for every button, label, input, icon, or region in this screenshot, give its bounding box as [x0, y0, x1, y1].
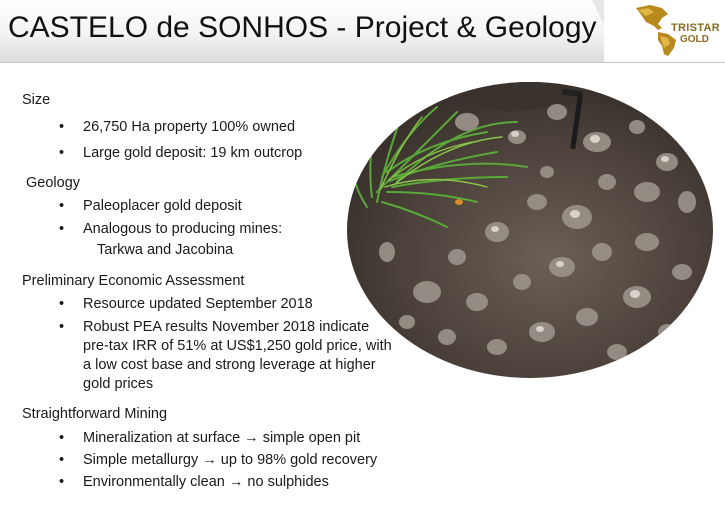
logo-text-gold: GOLD	[680, 34, 709, 45]
list-item: • Resource updated September 2018	[59, 296, 313, 312]
list-item: • Paleoplacer gold deposit	[59, 198, 242, 214]
slide-header	[0, 0, 725, 63]
section-heading-mining: Straightforward Mining	[22, 406, 168, 422]
bullet-icon: •	[59, 221, 65, 237]
list-item: • Large gold deposit: 19 km outcrop	[59, 145, 303, 161]
bullet-icon: •	[59, 430, 65, 446]
list-item: • Analogous to producing mines:	[59, 221, 283, 237]
bullet-icon: •	[59, 474, 65, 490]
section-heading-pea: Preliminary Economic Assessment	[22, 273, 245, 289]
section-heading-geology: Geology	[26, 175, 81, 191]
bullet-icon: •	[59, 198, 65, 214]
list-item: • Robust PEA results November 2018 indicate pre-tax IRR of 51% at US$1,250 gold price, with a low cost base and strong leverage at higher gold prices	[59, 319, 392, 392]
bullet-icon: •	[59, 119, 65, 135]
bullet-icon: •	[59, 452, 65, 468]
bullet-icon: •	[59, 319, 65, 335]
list-item: • 26,750 Ha property 100% owned	[59, 119, 296, 135]
list-item: • Environmentally clean → no sulphides	[59, 474, 329, 490]
list-item: • Mineralization at surface → simple open pit	[59, 430, 361, 446]
sub-item: Tarkwa and Jacobina	[97, 242, 234, 258]
outcrop-photo	[347, 82, 713, 378]
bullet-icon: •	[59, 145, 65, 161]
slide-title: CASTELO de SONHOS - Project & Geology	[8, 11, 597, 44]
logo-text-tristar: TRISTAR	[671, 22, 720, 34]
bullet-icon: •	[59, 296, 65, 312]
list-item: • Simple metallurgy → up to 98% gold recovery	[59, 452, 378, 468]
section-heading-size: Size	[22, 92, 51, 108]
